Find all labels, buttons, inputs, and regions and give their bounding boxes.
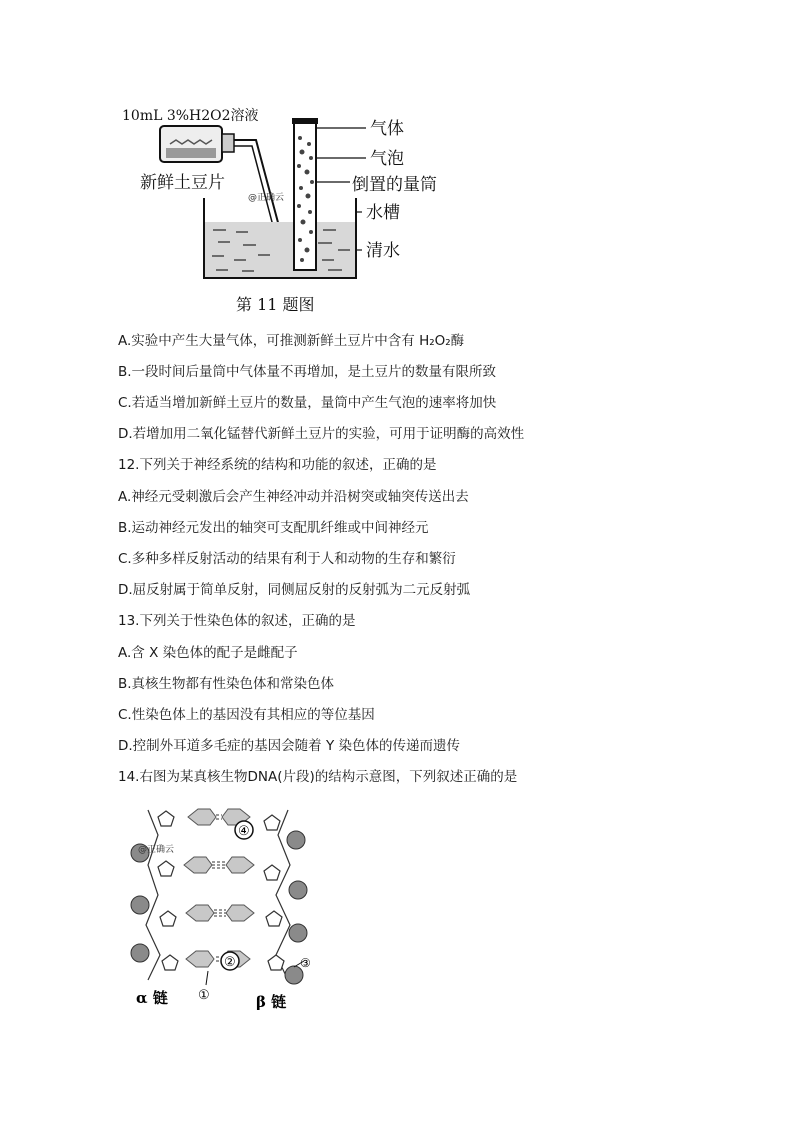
inverted-cylinder	[292, 118, 318, 270]
cylinder-label: 倒置的量筒	[352, 175, 437, 195]
q11-option-c: C.若适当增加新鲜土豆片的数量，量筒中产生气泡的速率将加快	[118, 395, 497, 411]
label-4: ④	[238, 824, 250, 839]
label-2: ②	[224, 955, 236, 970]
q13-option-d: D.控制外耳道多毛症的基因会随着 Y 染色体的传递而遗传	[118, 738, 461, 754]
q13-stem: 13.下列关于性染色体的叙述，正确的是	[118, 613, 356, 629]
water-label: 清水	[366, 241, 400, 261]
q11-option-d: D.若增加用二氧化锰替代新鲜土豆片的实验，可用于证明酶的高效性	[118, 426, 525, 442]
gas-label: 气体	[370, 119, 404, 139]
q13-option-b: B.真核生物都有性染色体和常染色体	[118, 676, 335, 692]
q12-option-a: A.神经元受刺激后会产生神经冲动并沿树突或轴突传送出去	[118, 489, 469, 505]
figure-11-caption: 第 11 题图	[236, 295, 315, 314]
label-1: ①	[198, 988, 210, 1003]
q14-stem: 14.右图为某真核生物DNA(片段)的结构示意图，下列叙述正确的是	[118, 769, 518, 785]
q11-option-a: A.实验中产生大量气体，可推测新鲜土豆片中含有 H₂O₂酶	[118, 333, 465, 349]
q12-option-d: D.屈反射属于简单反射，同侧屈反射的反射弧为二元反射弧	[118, 582, 471, 598]
watermark-2: @正确云	[138, 845, 175, 855]
q13-option-a: A.含 X 染色体的配子是雌配子	[118, 645, 298, 661]
figure-11-apparatus	[118, 100, 437, 315]
q12-stem: 12.下列关于神经系统的结构和功能的叙述，正确的是	[118, 457, 437, 473]
q11-option-b: B.一段时间后量筒中气体量不再增加，是土豆片的数量有限所致	[118, 364, 497, 380]
q12-option-b: B.运动神经元发出的轴突可支配肌纤维或中间神经元	[118, 520, 429, 536]
alpha-chain-label: α 链	[136, 989, 168, 1007]
bubble-label: 气泡	[370, 149, 404, 169]
figure-14-dna	[118, 795, 318, 1020]
label-3: ③	[300, 956, 311, 970]
tank-label: 水槽	[366, 203, 400, 223]
potato-label: 新鲜土豆片	[140, 173, 225, 193]
solution-label: 10mL 3%H2O2溶液	[122, 108, 259, 124]
watermark-1: @正确云	[248, 193, 285, 203]
beta-chain-label: β 链	[256, 993, 287, 1011]
q12-option-c: C.多种多样反射活动的结果有利于人和动物的生存和繁衍	[118, 551, 456, 567]
q13-option-c: C.性染色体上的基因没有其相应的等位基因	[118, 707, 375, 723]
water-tank	[204, 198, 356, 278]
bottle-icon	[160, 126, 234, 162]
